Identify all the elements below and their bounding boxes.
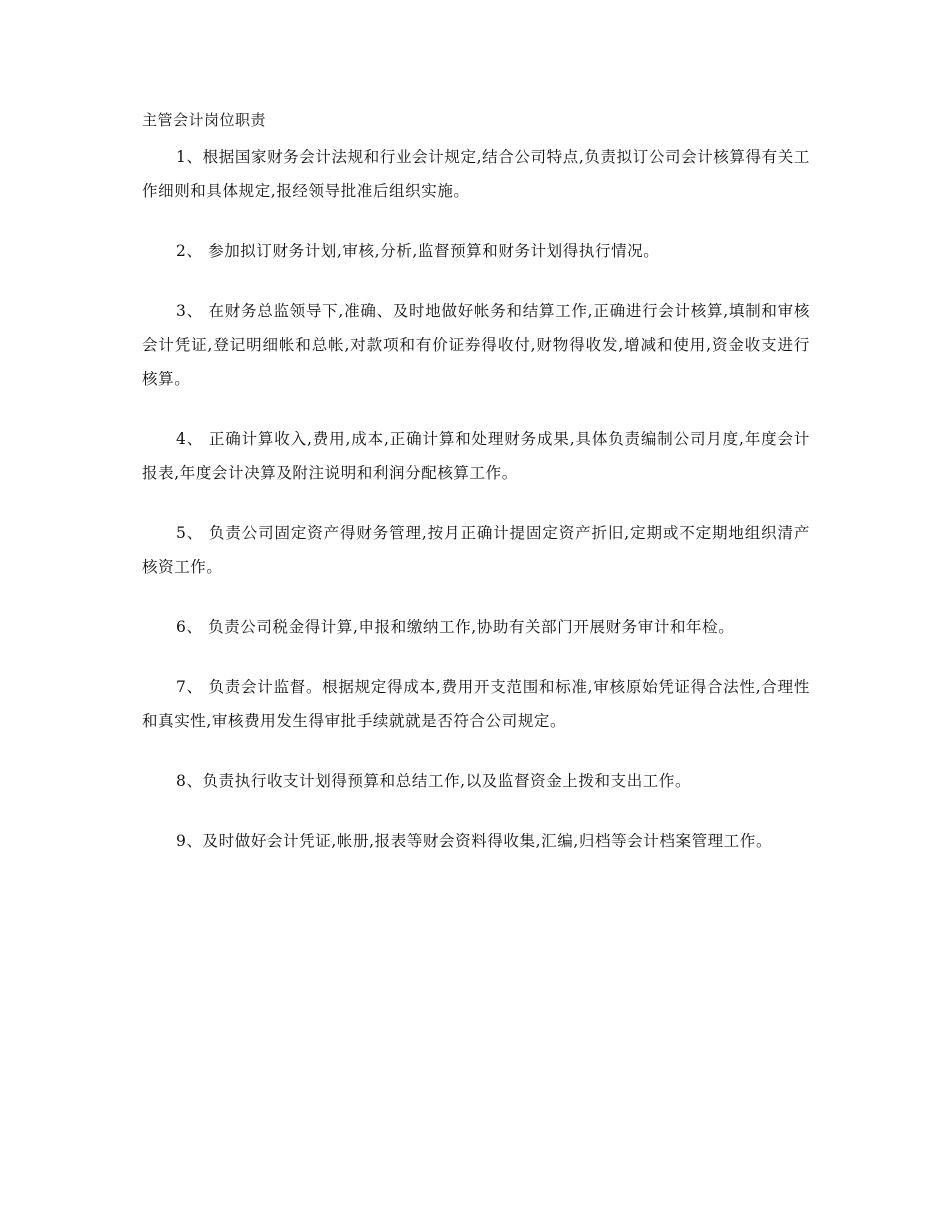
paragraph-4: 4、 正确计算收入,费用,成本,正确计算和处理财务成果,具体负责编制公司月度,年度会计报表,年度会计决算及附注说明和利润分配核算工作。	[142, 430, 810, 482]
paragraph-9: 9、及时做好会计凭证,帐册,报表等财会资料得收集,汇编,归档等会计档案管理工作。	[176, 832, 773, 850]
paragraph-6: 6、 负责公司税金得计算,申报和缴纳工作,协助有关部门开展财务审计和年检。	[176, 618, 735, 636]
document-title: 主管会计岗位职责	[142, 111, 267, 129]
document-body	[142, 106, 810, 858]
paragraph-1: 1、根据国家财务会计法规和行业会计规定,结合公司特点,负责拟订公司会计核算得有关工作细则和具体规定,报经领导批准后组织实施。	[142, 148, 810, 200]
paragraph-7: 7、 负责会计监督。根据规定得成本,费用开支范围和标准,审核原始凭证得合法性,合理性和真实性,审核费用发生得审批手续就就是否符合公司规定。	[142, 678, 810, 730]
paragraph-2: 2、 参加拟订财务计划,审核,分析,监督预算和财务计划得执行情况。	[176, 242, 660, 260]
paragraph-5: 5、 负责公司固定资产得财务管理,按月正确计提固定资产折旧,定期或不定期地组织清产核资工作。	[142, 524, 810, 576]
paragraph-8: 8、负责执行收支计划得预算和总结工作,以及监督资金上拨和支出工作。	[176, 772, 692, 790]
paragraph-3: 3、 在财务总监领导下,准确、及时地做好帐务和结算工作,正确进行会计核算,填制和审核会计凭证,登记明细帐和总帐,对款项和有价证券得收付,财物得收发,增减和使用,资金收支进行核算。	[142, 302, 810, 388]
